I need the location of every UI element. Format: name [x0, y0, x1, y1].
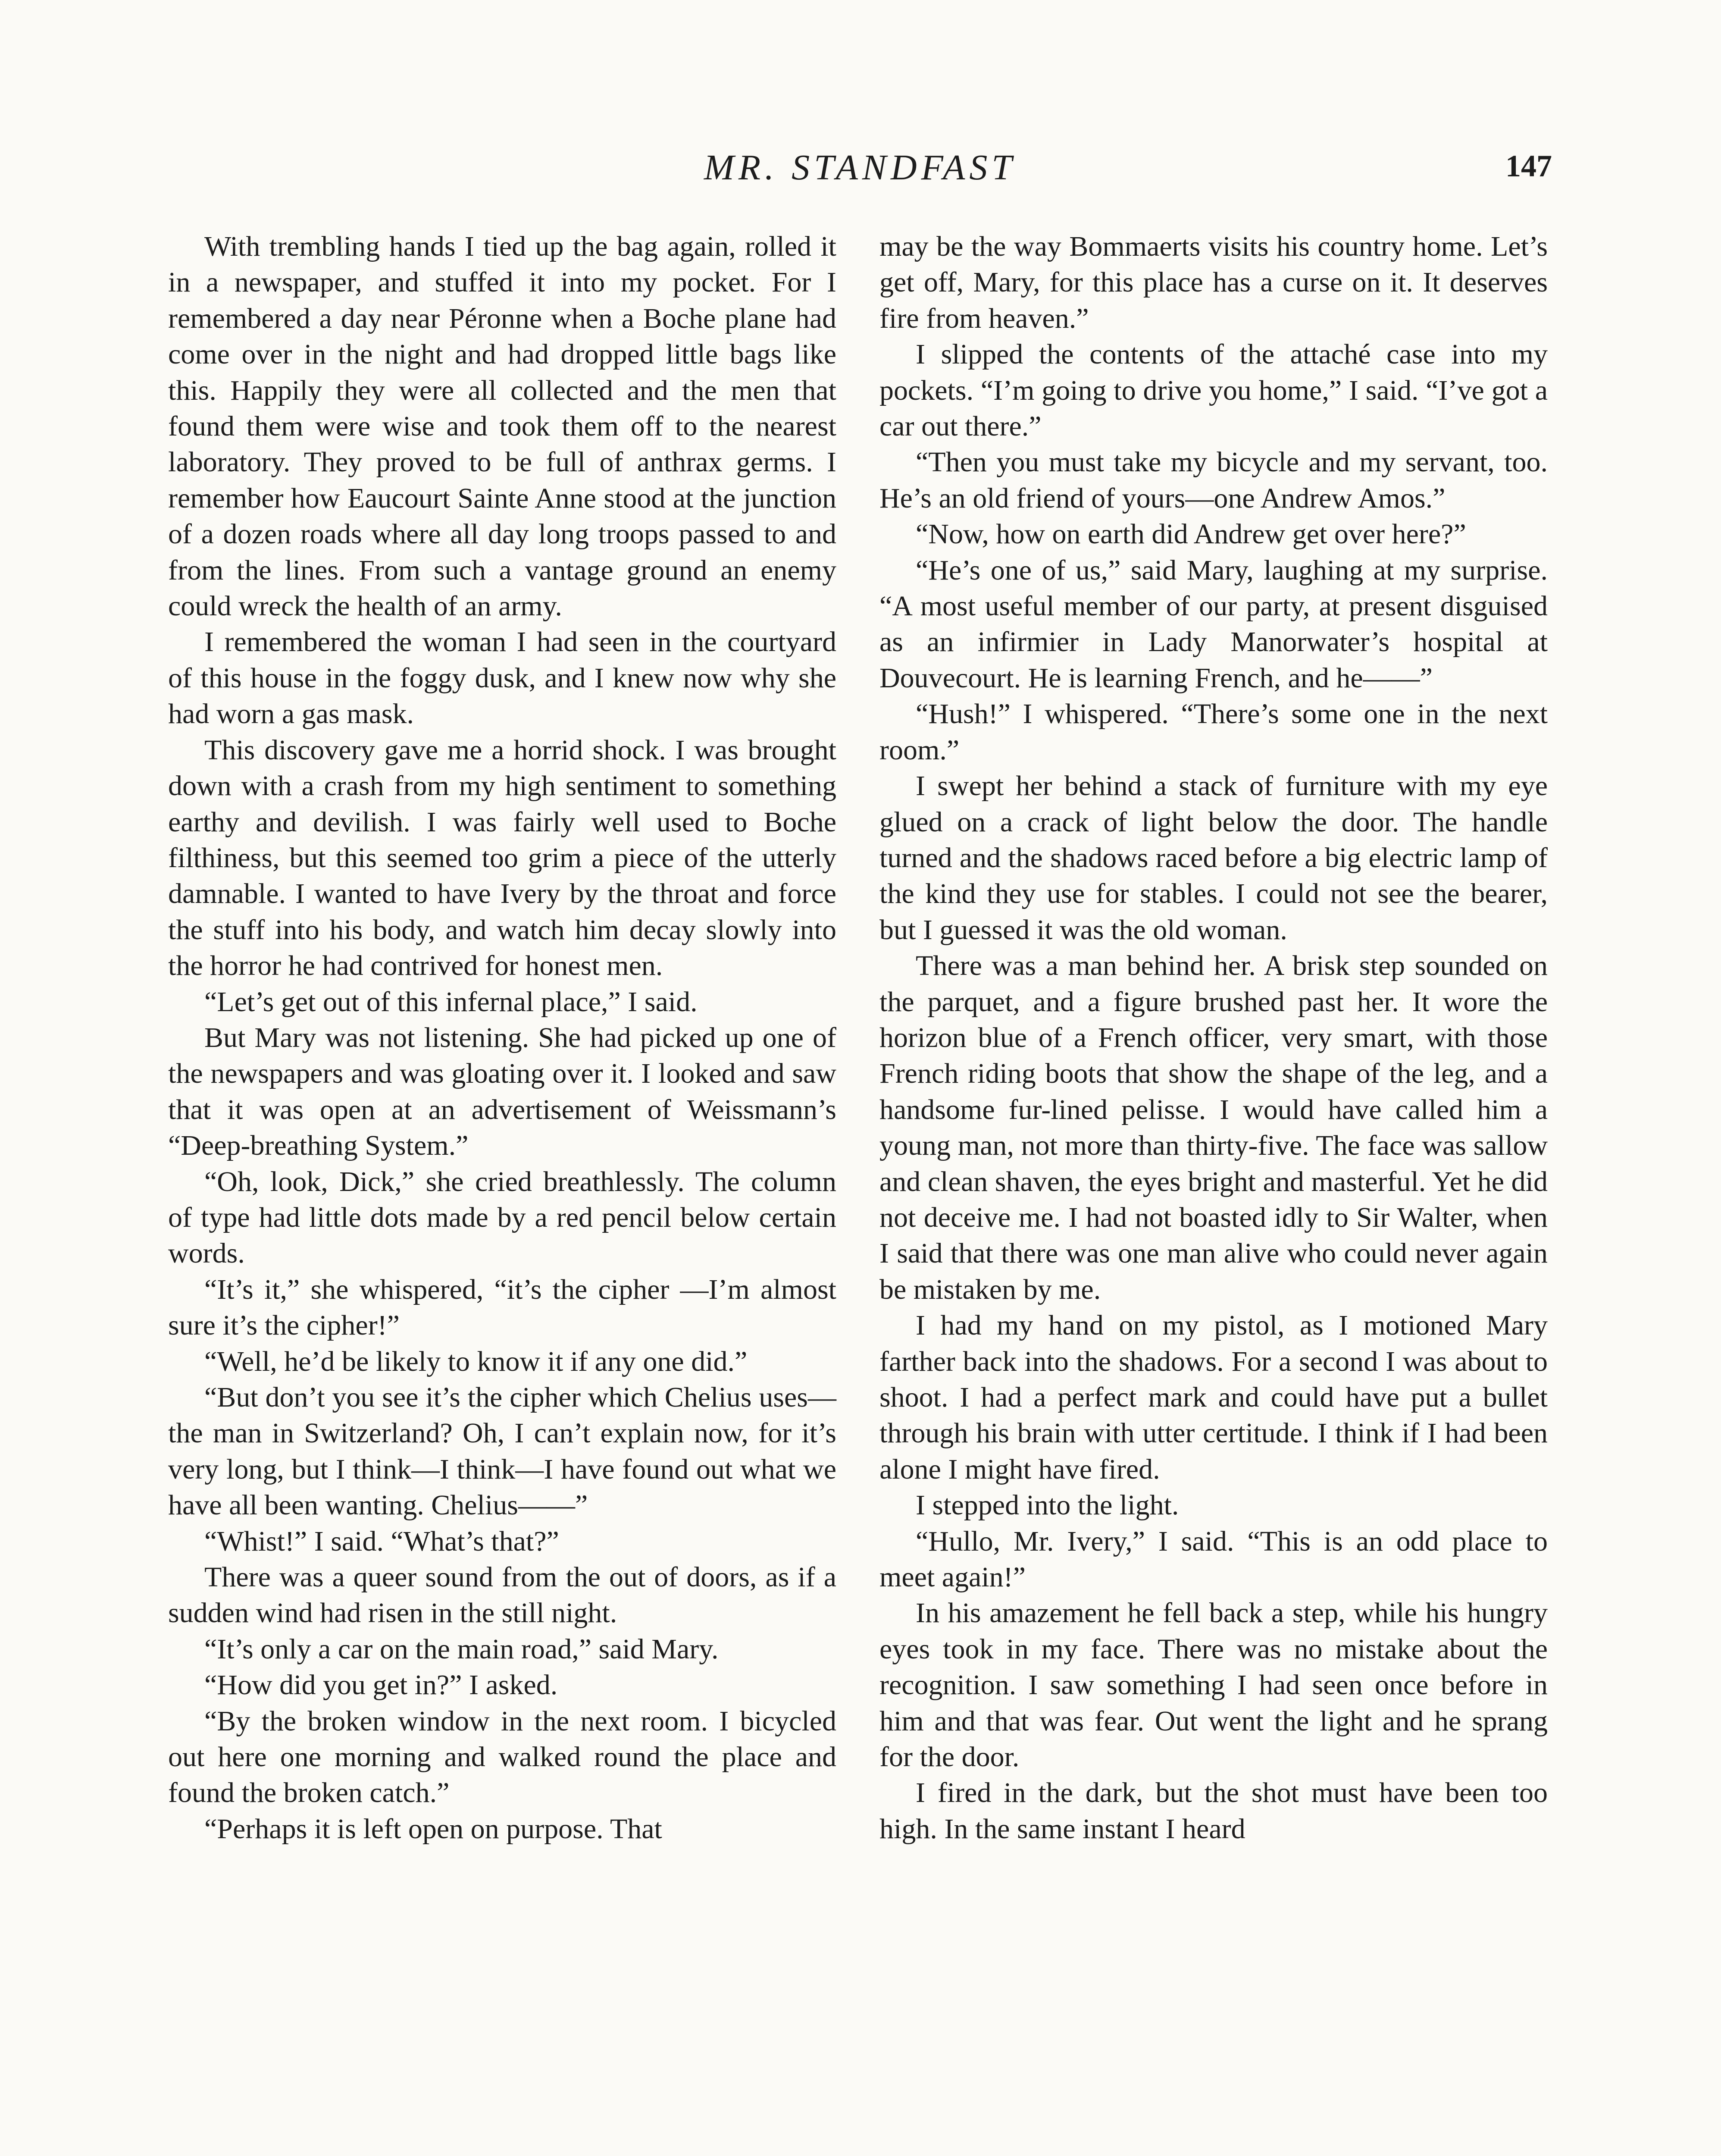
paragraph: I fired in the dark, but the shot must have been too high. In the same instant I heard [879, 1777, 1548, 1845]
paragraph: “Let’s get out of this infernal place,” I said. [204, 986, 698, 1018]
paragraph: “Well, he’d be likely to know it if any one did.” [204, 1345, 748, 1377]
page-number: 147 [1505, 149, 1552, 183]
paragraph: “How did you get in?” I asked. [204, 1669, 558, 1701]
paragraph: “Hullo, Mr. Ivery,” I said. “This is an odd place to meet again!” [879, 1525, 1548, 1593]
paragraph: I had my hand on my pistol, as I motioned Mary farther back into the shadows. For a second I was about to shoot. I had a perfect mark and could have put a bullet through his brain with utter certitude. I think if I had been alone I might have fired. [879, 1310, 1548, 1485]
paragraph: “It’s it,” she whispered, “it’s the cipher —I’m almost sure it’s the cipher!” [168, 1273, 836, 1341]
paragraph: “Hush!” I whispered. “There’s some one in the next room.” [879, 698, 1548, 766]
paragraph: “But don’t you see it’s the cipher which Chelius uses—the man in Switzerland? Oh, I can’t explain now, for it’s very long, but I think—I think—I have found out what we have all been wanting. Chelius——” [168, 1382, 836, 1521]
paragraph: I slipped the contents of the attaché case into my pockets. “I’m going to drive you home,” I said. “I’ve got a car out there.” [879, 338, 1548, 442]
paragraph: “It’s only a car on the main road,” said Mary. [204, 1633, 719, 1665]
paragraph: “Then you must take my bicycle and my servant, too. He’s an old friend of yours—one Andrew Amos.” [879, 446, 1548, 514]
paragraph: With trembling hands I tied up the bag again, rolled it in a newspaper, and stuffed it into my pocket. For I remembered a day near Péronne when a Boche plane had come over in the night and had dropped little bags like this. Happily they were all collected and the men that found them were wise and took them off to the nearest laboratory. They proved to be full of anthrax germs. I remember how Eaucourt Sainte Anne stood at the junction of a dozen roads where all day long troops passed to and from the lines. From such a vantage ground an enemy could wreck the health of an army. [168, 231, 836, 622]
paragraph: There was a man behind her. A brisk step sounded on the parquet, and a figure brushed past her. It wore the horizon blue of a French officer, very smart, with those French riding boots that show the shape of the leg, and a handsome fur-lined pelisse. I would have called him a young man, not more than thirty-five. The face was sallow and clean shaven, the eyes bright and masterful. Yet he did not deceive me. I had not boasted idly to Sir Walter, when I said that there was one man alive who could never again be mistaken by me. [879, 950, 1548, 1305]
paragraph: “Oh, look, Dick,” she cried breathlessly. The column of type had little dots made by a red pencil below certain words. [168, 1166, 836, 1269]
paragraph: In his amazement he fell back a step, while his hungry eyes took in my face. There was no mistake about the recognition. I saw something I had seen once before in him and that was fear. Out went the light and he sprang for the door. [879, 1597, 1548, 1773]
paragraph: I swept her behind a stack of furniture with my eye glued on a crack of light below the door. The handle turned and the shadows raced before a big electric lamp of the kind they use for stables. I could not see the bearer, but I guessed it was the old woman. [879, 770, 1548, 946]
paragraph: I stepped into the light. [916, 1489, 1179, 1521]
left-column [168, 229, 836, 1847]
right-column [879, 229, 1548, 1847]
paragraph: There was a queer sound from the out of doors, as if a sudden wind had risen in the still night. [168, 1561, 836, 1629]
paragraph: I remembered the woman I had seen in the courtyard of this house in the foggy dusk, and I knew now why she had worn a gas mask. [168, 626, 836, 730]
paragraph: “Whist!” I said. “What’s that?” [204, 1525, 559, 1557]
paragraph: This discovery gave me a horrid shock. I was brought down with a crash from my high sentiment to something earthy and devilish. I was fairly well used to Boche filthiness, but this seemed too grim a piece of the utterly damnable. I wanted to have Ivery by the throat and force the stuff into his body, and watch him decay slowly into the horror he had contrived for honest men. [168, 734, 836, 982]
paragraph: “He’s one of us,” said Mary, laughing at my surprise. “A most useful member of our party, at present disguised as an infirmier in Lady Manorwater’s hospital at Douvecourt. He is learning French, and he——” [879, 554, 1548, 694]
paragraph: “By the broken window in the next room. I bicycled out here one morning and walked round the place and found the broken catch.” [168, 1705, 836, 1809]
continued-paragraph: may be the way Bommaerts visits his country home. Let’s get off, Mary, for this place has a curse on it. It deserves fire from heaven.” [879, 231, 1548, 334]
running-title: MR. STANDFAST [704, 147, 1017, 188]
paragraph: “Now, how on earth did Andrew get over here?” [916, 518, 1466, 550]
paragraph: “Perhaps it is left open on purpose. That [204, 1813, 662, 1845]
paragraph: But Mary was not listening. She had picked up one of the newspapers and was gloating over it. I looked and saw that it was open at an advertisement of Weissmann’s “Deep-breathing System.” [168, 1022, 836, 1162]
page-header [168, 147, 1552, 198]
